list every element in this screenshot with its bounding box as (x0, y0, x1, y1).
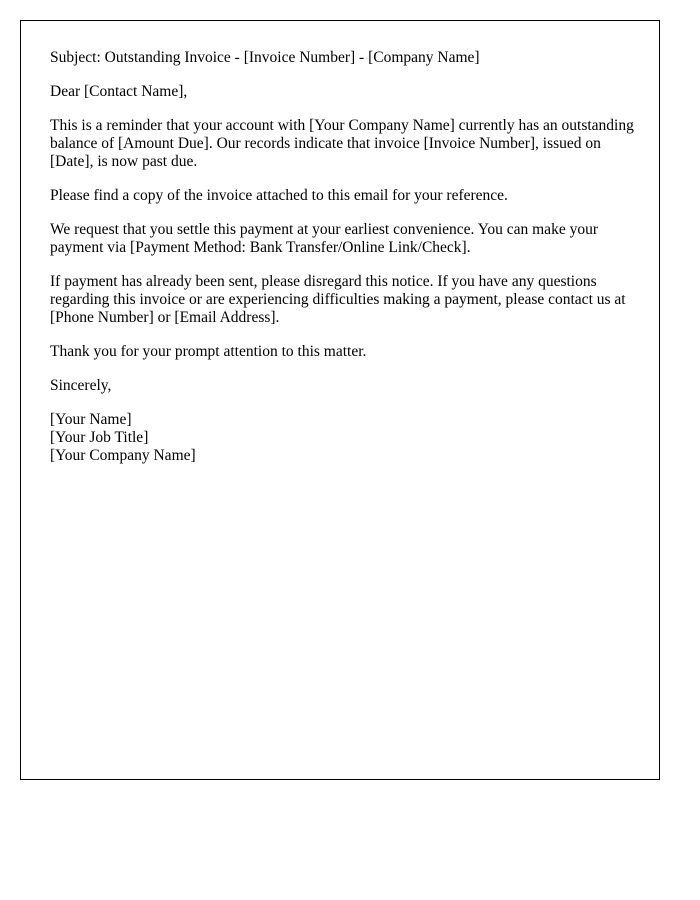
paragraph-attachment: Please find a copy of the invoice attached to this email for your reference. (50, 187, 508, 204)
letter-body (50, 49, 640, 481)
subject-line: Subject: Outstanding Invoice - [Invoice Number] - [Company Name] (50, 49, 480, 66)
signature-company: [Your Company Name] (50, 447, 196, 464)
paragraph-contact: If payment has already been sent, please disregard this notice. If you have any questions regarding this invoice or are experiencing difficulties making a payment, please contact us at [Phone Number] or [Email Address]. (50, 273, 626, 326)
signature-name: [Your Name] (50, 411, 132, 428)
paragraph-reminder: This is a reminder that your account with [Your Company Name] currently has an outstanding balance of [Amount Due]. Our records indicate that invoice [Invoice Number], issued on [Date], is now past due. (50, 117, 634, 170)
paragraph-payment-request: We request that you settle this payment at your earliest convenience. You can make your payment via [Payment Method: Bank Transfer/Online Link/Check]. (50, 221, 598, 256)
signature-block (50, 411, 640, 465)
signature-title: [Your Job Title] (50, 429, 149, 446)
letter-page (20, 20, 660, 780)
closing: Sincerely, (50, 377, 112, 394)
paragraph-thanks: Thank you for your prompt attention to this matter. (50, 343, 367, 360)
greeting: Dear [Contact Name], (50, 83, 188, 100)
